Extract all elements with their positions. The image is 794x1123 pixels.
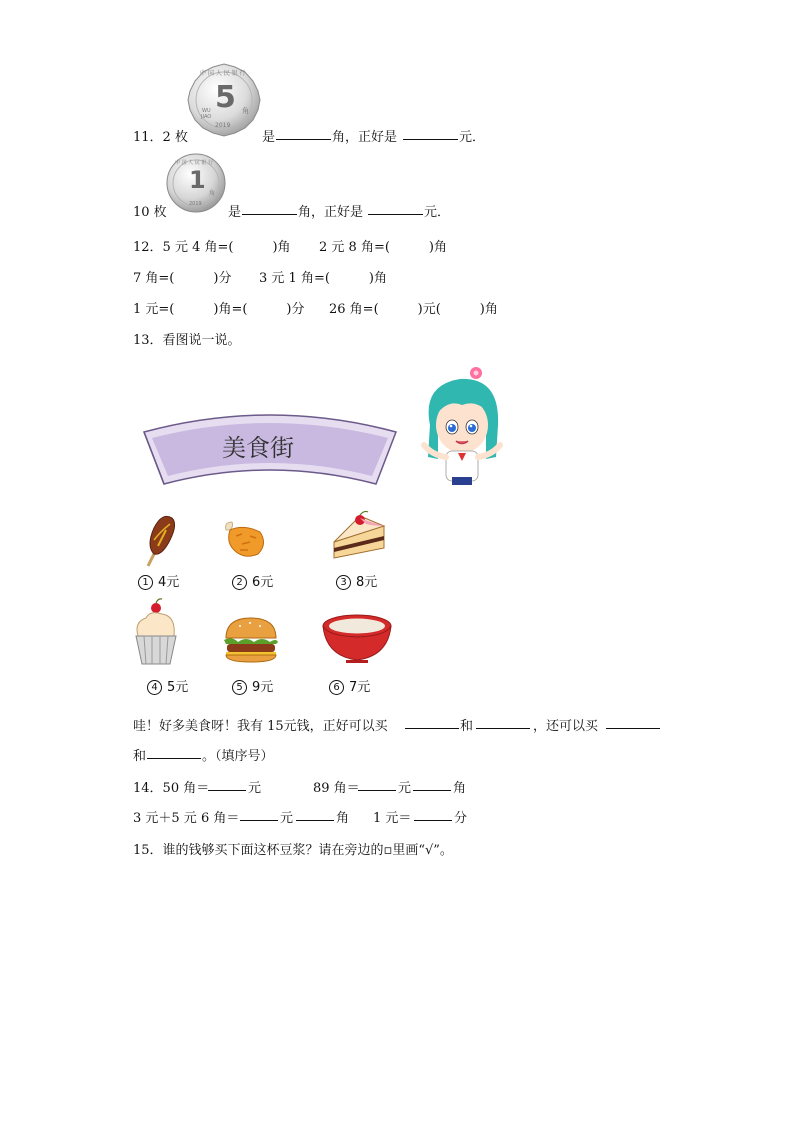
- item-price: 4元: [158, 575, 180, 590]
- five-jiao-coin-icon: [186, 62, 262, 138]
- answer-blank[interactable]: [358, 778, 396, 791]
- cake-slice-icon: [330, 512, 388, 560]
- coin-jiao: JIAO: [201, 114, 212, 120]
- q11-line2-num: 10 枚: [133, 205, 167, 220]
- item-price: 6元: [252, 575, 274, 590]
- q12-row1-a: 12．5 元 4 角=( )角: [133, 240, 291, 255]
- item-price: 8元: [356, 575, 378, 590]
- item-price: 7元: [349, 680, 371, 695]
- q14-a1: 14．50 角＝: [133, 781, 210, 796]
- chicken-leg-icon: [222, 520, 268, 560]
- one-jiao-coin-icon: [165, 152, 227, 214]
- item-number: 4: [147, 680, 162, 695]
- q11-line1-num: 11．2 枚: [133, 130, 188, 145]
- food-item-2-label: [232, 571, 273, 590]
- item-price: 9元: [252, 680, 274, 695]
- answer-blank[interactable]: [606, 716, 660, 729]
- answer-blank[interactable]: [147, 746, 201, 759]
- q12-row3-a: 1 元=( )角=( )分: [133, 302, 305, 317]
- q11-line2-is: 是: [228, 205, 242, 220]
- q11-line2-jiao: 角，正好是: [298, 205, 364, 220]
- answer-blank[interactable]: [368, 202, 423, 215]
- answer-blank[interactable]: [405, 716, 459, 729]
- q13-title: 13．看图说一说。: [133, 333, 241, 348]
- coin-bank-text: 中 国 人 民 银 行: [200, 70, 246, 77]
- coin-digit: 5: [215, 80, 236, 115]
- coin-wu: WU: [202, 108, 211, 114]
- coin-digit: 1: [189, 166, 206, 194]
- answer-blank[interactable]: [413, 778, 451, 791]
- q14-b3: 角: [453, 781, 467, 796]
- q13-also: ，还可以买: [533, 719, 599, 734]
- coin-year: 2019: [189, 201, 202, 207]
- q11-line2-yuan: 元．: [424, 205, 451, 220]
- cartoon-girl-icon: [412, 365, 512, 490]
- q14-c3: 角: [336, 811, 350, 826]
- answer-blank[interactable]: [242, 202, 297, 215]
- answer-blank[interactable]: [296, 808, 334, 821]
- q13-and: 和: [133, 749, 147, 764]
- corndog-icon: [140, 510, 180, 568]
- q12-row2-b: 3 元 1 角=( )角: [259, 271, 387, 286]
- answer-blank[interactable]: [403, 127, 458, 140]
- q13-sentence: 哇！好多美食呀！我有 15元钱，正好可以买: [133, 719, 388, 734]
- bowl-icon: [320, 612, 394, 664]
- item-number: 2: [232, 575, 247, 590]
- food-item-6-label: [329, 676, 370, 695]
- item-number: 3: [336, 575, 351, 590]
- coin-bank-text: 中 国 人 民 银 行: [175, 160, 213, 166]
- answer-blank[interactable]: [208, 778, 246, 791]
- answer-blank[interactable]: [414, 808, 452, 821]
- q12-row3-b: 26 角=( )元( )角: [329, 302, 498, 317]
- food-item-3-label: [336, 571, 377, 590]
- cupcake-icon: [132, 600, 180, 666]
- item-price: 5元: [167, 680, 189, 695]
- burger-icon: [222, 616, 280, 664]
- banner-title: 美食街: [222, 434, 294, 462]
- item-number: 1: [138, 575, 153, 590]
- q14-d1: 1 元＝: [373, 811, 412, 826]
- q13-tail: 。（填序号）: [202, 749, 274, 764]
- coin-year: 2019: [215, 122, 231, 129]
- q12-row1-b: 2 元 8 角=( )角: [319, 240, 447, 255]
- food-item-4-label: [147, 676, 188, 695]
- q14-c1: 3 元＋5 元 6 角＝: [133, 811, 240, 826]
- q11-line1-jiao: 角，正好是: [332, 130, 398, 145]
- item-number: 6: [329, 680, 344, 695]
- q13-and: 和: [460, 719, 474, 734]
- item-number: 5: [232, 680, 247, 695]
- q14-b2: 元: [398, 781, 412, 796]
- food-item-5-label: [232, 676, 273, 695]
- answer-blank[interactable]: [240, 808, 278, 821]
- answer-blank[interactable]: [276, 127, 331, 140]
- q14-c2: 元: [280, 811, 294, 826]
- food-item-1-label: [138, 571, 179, 590]
- coin-unit: 角: [242, 107, 249, 115]
- q11-line1-is: 是: [262, 130, 276, 145]
- coin-unit: 角: [209, 190, 216, 197]
- q11-line1-yuan: 元．: [459, 130, 486, 145]
- answer-blank[interactable]: [476, 716, 530, 729]
- q15-text: 15．谁的钱够买下面这杯豆浆？请在旁边的▫里画“√”。: [133, 843, 453, 858]
- q12-row2-a: 7 角=( )分: [133, 271, 232, 286]
- q14-d2: 分: [454, 811, 468, 826]
- q14-b1: 89 角＝: [313, 781, 360, 796]
- q14-a2: 元: [248, 781, 262, 796]
